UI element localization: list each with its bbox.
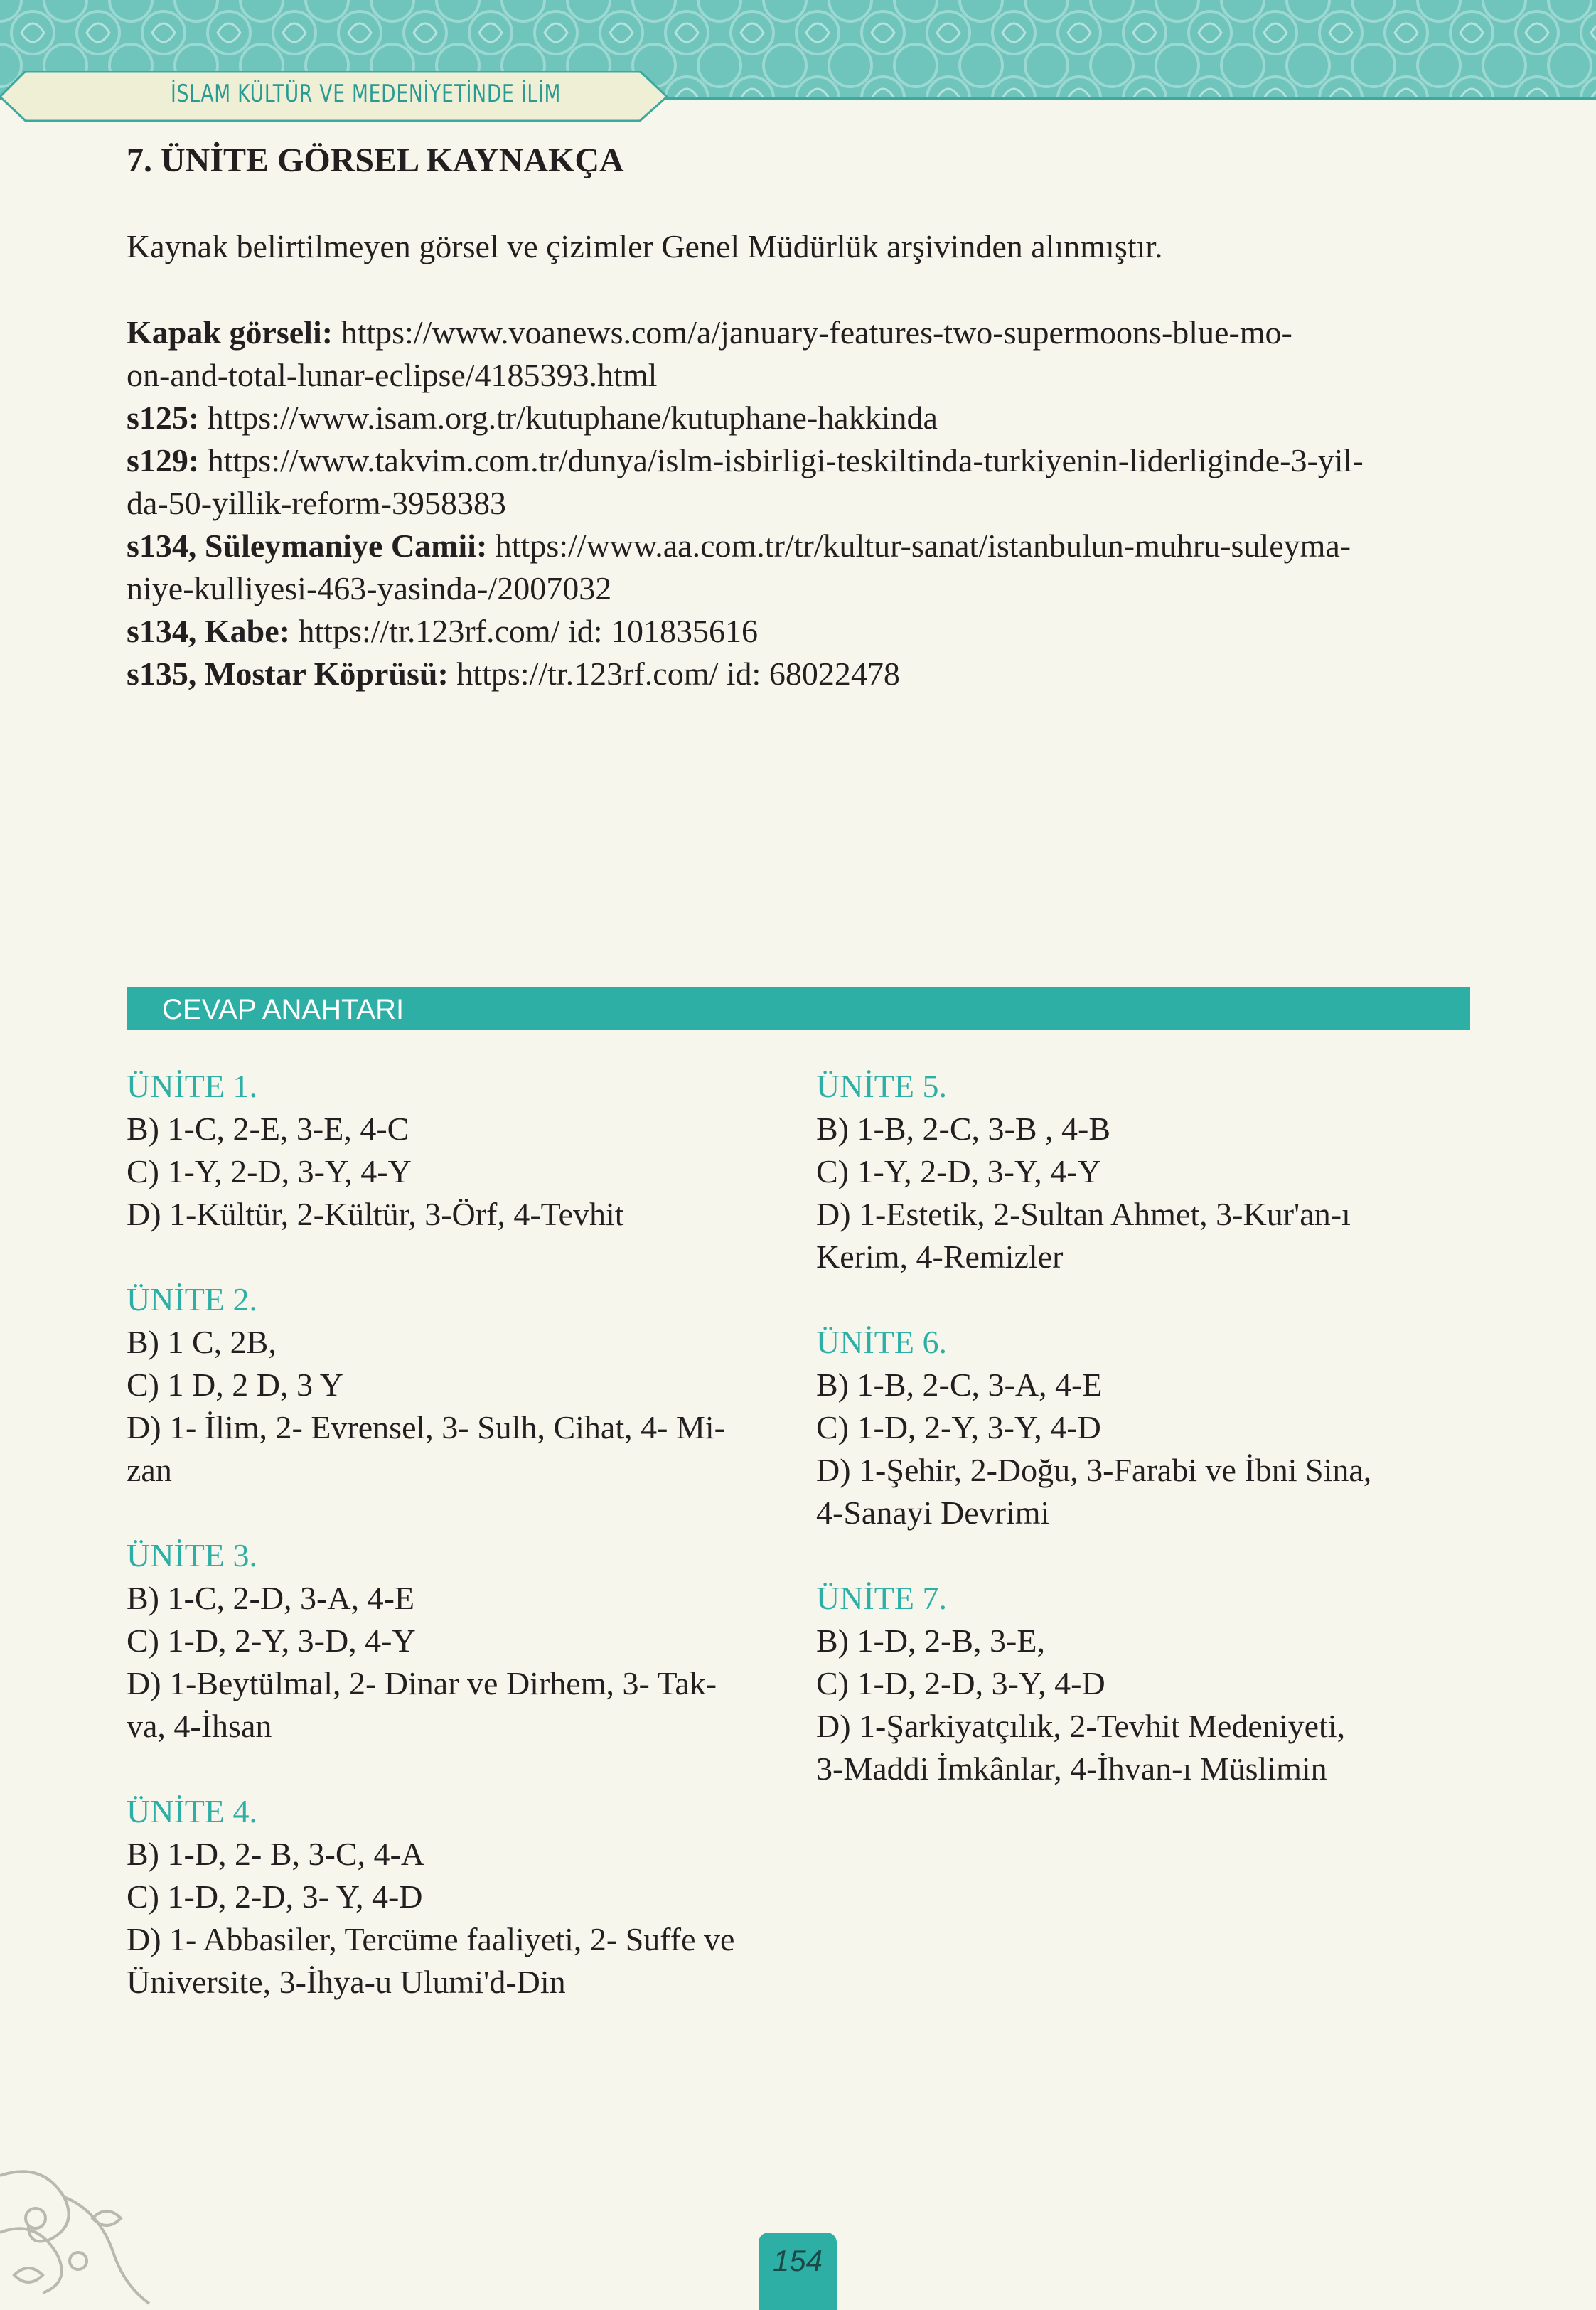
unit-block xyxy=(127,1790,781,2004)
reference-label: Kapak görseli: xyxy=(127,314,333,351)
reference-line xyxy=(127,567,1477,610)
answer-line: D) 1-Beytülmal, 2- Dinar ve Dirhem, 3- Tak- xyxy=(127,1665,717,1701)
answer-line: D) 1- Abbasiler, Tercüme faaliyeti, 2- Suffe ve xyxy=(127,1921,735,1957)
answer-line: B) 1-D, 2- B, 3-C, 4-A xyxy=(127,1836,425,1872)
answer-line: B) 1-B, 2-C, 3-B , 4-B xyxy=(816,1111,1110,1147)
floral-ornament-icon xyxy=(0,2133,164,2310)
unit-title: ÜNİTE 4. xyxy=(127,1793,257,1829)
reference-line xyxy=(127,311,1477,354)
unit-block xyxy=(127,1065,781,1236)
reference-list xyxy=(127,311,1477,695)
unit-block xyxy=(127,1278,781,1492)
reference-url: https://www.isam.org.tr/kutuphane/kutuphane-hakkinda xyxy=(199,400,938,436)
answer-column-left xyxy=(127,1065,781,2046)
unit-block xyxy=(127,1534,781,1748)
reference-line xyxy=(127,397,1477,439)
answer-line: Kerim, 4-Remizler xyxy=(816,1239,1064,1275)
answer-line: B) 1-C, 2-D, 3-A, 4-E xyxy=(127,1580,414,1616)
reference-label: s134, Kabe: xyxy=(127,613,290,649)
reference-line xyxy=(127,525,1477,567)
running-header-title: İSLAM KÜLTÜR VE MEDENİYETİNDE İLİM xyxy=(171,80,562,108)
reference-line xyxy=(127,354,1477,397)
answer-key-bar xyxy=(127,987,1470,1030)
answer-line: D) 1-Şarkiyatçılık, 2-Tevhit Medeniyeti, xyxy=(816,1708,1346,1744)
reference-url: https://tr.123rf.com/ id: 68022478 xyxy=(448,656,900,692)
reference-line xyxy=(127,653,1477,695)
answer-line: D) 1- İlim, 2- Evrensel, 3- Sulh, Cihat, 4- Mi- xyxy=(127,1409,725,1445)
reference-label: s135, Mostar Köprüsü: xyxy=(127,656,449,692)
reference-url: niye-kulliyesi-463-yasinda-/2007032 xyxy=(127,570,612,606)
answer-line: D) 1-Kültür, 2-Kültür, 3-Örf, 4-Tevhit xyxy=(127,1196,624,1232)
reference-url: on-and-total-lunar-eclipse/4185393.html xyxy=(127,357,658,393)
unit-title: ÜNİTE 6. xyxy=(816,1324,947,1360)
reference-label: s125: xyxy=(127,400,200,436)
unit-block xyxy=(816,1577,1470,1790)
unit-title: ÜNİTE 1. xyxy=(127,1068,257,1104)
unit-block xyxy=(816,1065,1470,1278)
section-title: 7. ÜNİTE GÖRSEL KAYNAKÇA xyxy=(127,141,624,179)
answer-line: C) 1-Y, 2-D, 3-Y, 4-Y xyxy=(127,1153,412,1189)
unit-title: ÜNİTE 5. xyxy=(816,1068,947,1104)
answer-column-right xyxy=(816,1065,1470,1833)
answer-line: C) 1-D, 2-Y, 3-D, 4-Y xyxy=(127,1622,416,1659)
page-number-box xyxy=(759,2233,837,2310)
reference-url: https://www.voanews.com/a/january-features-two-supermoons-blue-mo- xyxy=(333,314,1292,351)
reference-url: https://tr.123rf.com/ id: 101835616 xyxy=(290,613,759,649)
answer-line: C) 1 D, 2 D, 3 Y xyxy=(127,1367,343,1403)
answer-line: 3-Maddi İmkânlar, 4-İhvan-ı Müslimin xyxy=(816,1750,1327,1787)
answer-line: D) 1-Estetik, 2-Sultan Ahmet, 3-Kur'an-ı xyxy=(816,1196,1351,1232)
page-number: 154 xyxy=(772,2244,823,2277)
answer-line: B) 1-B, 2-C, 3-A, 4-E xyxy=(816,1367,1103,1403)
answer-line: Üniversite, 3-İhya-u Ulumi'd-Din xyxy=(127,1964,566,2000)
reference-line xyxy=(127,482,1477,525)
reference-label: s129: xyxy=(127,442,200,478)
reference-line xyxy=(127,610,1477,653)
intro-text: Kaynak belirtilmeyen görsel ve çizimler Genel Müdürlük arşivinden alınmıştır. xyxy=(127,228,1163,264)
unit-title: ÜNİTE 3. xyxy=(127,1537,257,1573)
answer-line: C) 1-D, 2-D, 3- Y, 4-D xyxy=(127,1878,423,1915)
reference-url: https://www.aa.com.tr/tr/kultur-sanat/istanbulun-muhru-suleyma- xyxy=(487,528,1351,564)
unit-title: ÜNİTE 7. xyxy=(816,1580,947,1616)
reference-url: da-50-yillik-reform-3958383 xyxy=(127,485,506,521)
answer-line: D) 1-Şehir, 2-Doğu, 3-Farabi ve İbni Sina, xyxy=(816,1452,1372,1488)
answer-line: B) 1 C, 2B, xyxy=(127,1324,277,1360)
answer-line: B) 1-C, 2-E, 3-E, 4-C xyxy=(127,1111,409,1147)
answer-line: C) 1-D, 2-D, 3-Y, 4-D xyxy=(816,1665,1105,1701)
answer-line: va, 4-İhsan xyxy=(127,1708,272,1744)
reference-line xyxy=(127,439,1477,482)
unit-block xyxy=(816,1321,1470,1534)
answer-line: C) 1-D, 2-Y, 3-Y, 4-D xyxy=(816,1409,1101,1445)
answer-line: B) 1-D, 2-B, 3-E, xyxy=(816,1622,1045,1659)
unit-title: ÜNİTE 2. xyxy=(127,1281,257,1317)
answer-key-title: CEVAP ANAHTARI xyxy=(162,994,405,1025)
answer-line: zan xyxy=(127,1452,172,1488)
answer-line: C) 1-Y, 2-D, 3-Y, 4-Y xyxy=(816,1153,1101,1189)
reference-url: https://www.takvim.com.tr/dunya/islm-isbirligi-teskiltinda-turkiyenin-liderliginde-3-yil- xyxy=(199,442,1364,478)
reference-label: s134, Süleymaniye Camii: xyxy=(127,528,488,564)
answer-line: 4-Sanayi Devrimi xyxy=(816,1494,1050,1531)
